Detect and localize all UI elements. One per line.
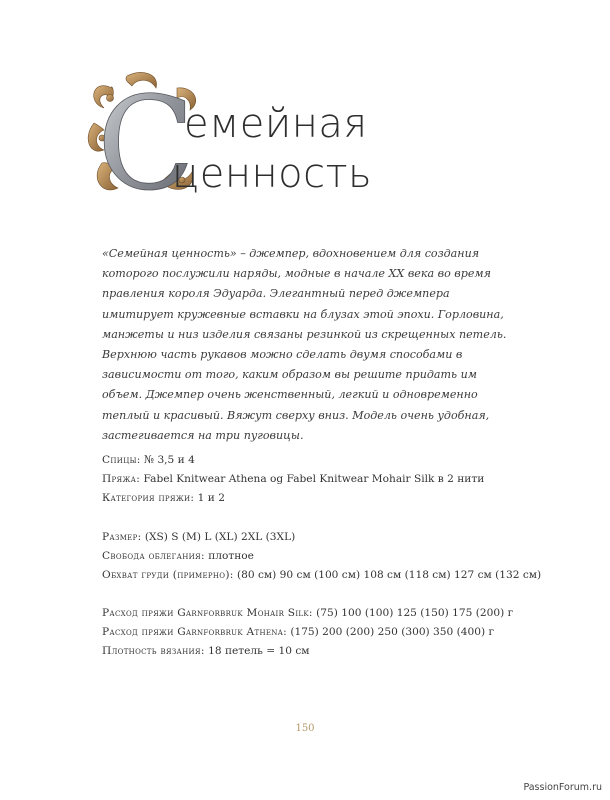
spec-value: плотное (204, 550, 254, 562)
spec-value: (75) 100 (100) 125 (150) 175 (200) г (312, 607, 514, 619)
spec-value: (80 см) 90 см (100 см) 108 см (118 см) 127 см (132 см) (233, 569, 542, 581)
spec-consumption-athena (102, 627, 532, 638)
spec-value: (XS) S (M) L (XL) 2XL (3XL) (141, 531, 296, 543)
spec-gauge (102, 646, 532, 657)
spec-fit (102, 551, 532, 562)
spec-size (102, 532, 532, 543)
spec-label: Пряжа: (102, 473, 141, 485)
spec-value: 18 петель = 10 см (204, 645, 310, 657)
watermark: PassionForum.ru (523, 782, 602, 793)
spec-label: Размер: (102, 531, 142, 543)
spec-label: Категория пряжи: (102, 492, 195, 504)
title-line-2: ценность (172, 151, 373, 197)
spec-chest (102, 569, 542, 581)
spec-value: № 3,5 и 4 (140, 454, 195, 466)
spec-label: Расход пряжи Garnforbruk Athena: (102, 626, 287, 638)
spec-value: (175) 200 (200) 250 (300) 350 (400) г (286, 626, 495, 638)
spec-label: Плотность вязания: (102, 645, 205, 657)
intro-paragraph (102, 244, 512, 446)
title-line-1: емейная (184, 101, 368, 147)
page-number: 150 (295, 723, 315, 734)
spec-value: 1 и 2 (194, 492, 225, 504)
spec-value: Fabel Knitwear Athena og Fabel Knitwear Mohair Silk в 2 нити (140, 473, 485, 485)
spec-label: Расход пряжи Garnforbruk Mohair Silk: (102, 607, 313, 619)
title-block (82, 68, 442, 208)
intro-text: «Семейная ценность» – джемпер, вдохновением для создания которого послужили наряды, модные в начале XX века во время правления короля Эдуарда. Элегантный перед джемпера имитирует кружевные вставки на блузах этой эпохи. Горловина, манжеты и низ изделия связаны резинкой из скрещенных петель. Верхнюю часть рукавов можно сделать двумя способами в зависимости от того, каким образом вы решите придать им объем. Джемпер очень женственный, легкий и одновременно теплый и красивый. Вяжут сверху вниз. Модель очень удобная, застегивается на три пуговицы. (102, 247, 507, 442)
spec-yarn (102, 474, 532, 485)
initial-letter: С (97, 70, 195, 203)
spec-needles (102, 455, 532, 466)
spec-label: Обхват груди (примерно): (102, 569, 234, 581)
spec-label: Свобода облегания: (102, 550, 205, 562)
spec-yarn-category (102, 493, 532, 504)
spec-label: Спицы: (102, 454, 141, 466)
spec-consumption-mohair (102, 608, 532, 619)
